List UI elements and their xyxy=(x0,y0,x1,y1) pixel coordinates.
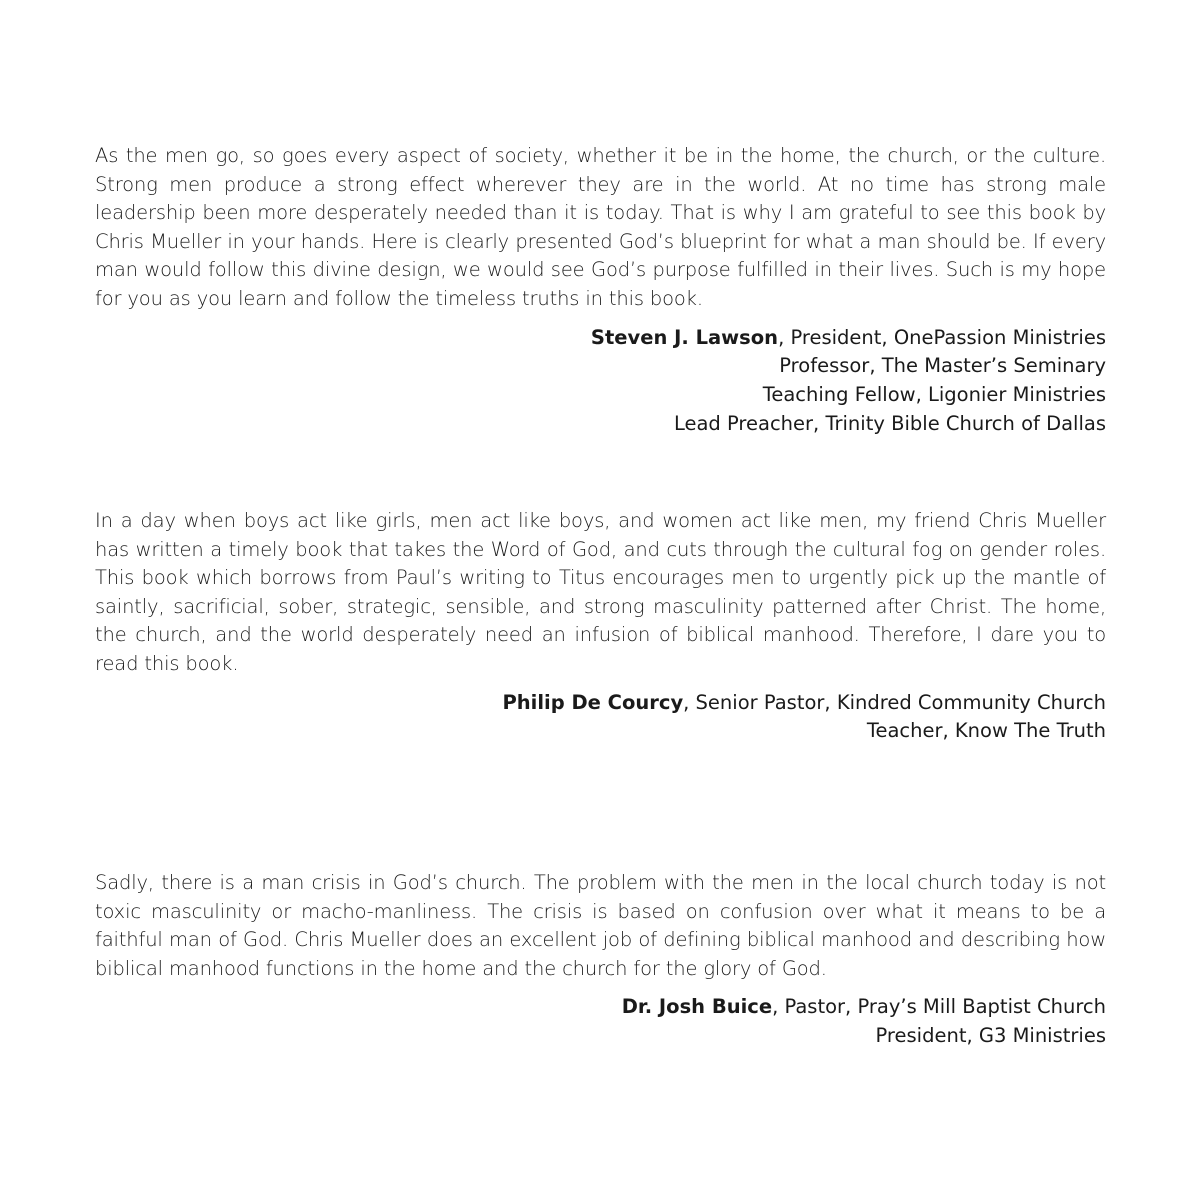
attribution-first-line xyxy=(95,993,1106,1022)
endorsement-quote: In a day when boys act like girls, men act like boys, and women act like men, my friend Chris Mueller has written a timely book that takes the Word of God, and cuts through the cultural fog on gender roles. This book which borrows from Paul’s writing to Titus encourages men to urgently pick up the mantle of saintly, sacrificial, sober, strategic, sensible, and strong masculinity patterned after Christ. The home, the church, and the world desperately need an infusion of biblical manhood. Therefore, I dare you to read this book. xyxy=(95,509,1106,675)
endorser-name: Dr. Josh Buice xyxy=(621,995,773,1019)
endorsement-attribution xyxy=(95,993,1106,1051)
endorser-role: , President, OnePassion Ministries xyxy=(778,325,1106,349)
endorsement-quote: Sadly, there is a man crisis in God’s church. The problem with the men in the local church today is not toxic masculinity or macho-manliness. The crisis is based on confusion over what it means to be a faithful man of God. Chris Mueller does an excellent job of defining biblical manhood and describing how biblical manhood functions in the home and the church for the glory of God. xyxy=(95,871,1106,980)
endorsement-attribution xyxy=(95,324,1106,439)
endorser-role-line: Teaching Fellow, Ligonier Ministries xyxy=(762,383,1106,407)
endorser-role-line: Teacher, Know The Truth xyxy=(866,719,1106,743)
endorser-role: , Pastor, Pray’s Mill Baptist Church xyxy=(772,995,1106,1019)
endorser-role-line: Professor, The Master’s Seminary xyxy=(779,354,1106,378)
endorsement-attribution xyxy=(95,689,1106,747)
endorser-name: Philip De Courcy xyxy=(502,690,684,714)
endorser-role: , Senior Pastor, Kindred Community Church xyxy=(683,690,1106,714)
endorsement-quote: As the men go, so goes every aspect of society, whether it be in the home, the church, or the culture. Strong men produce a strong effect wherever they are in the world. At no time has strong male leadership been more desperately needed than it is today. That is why I am grateful to see this book by Chris Mueller in your hands. Here is clearly presented God’s blueprint for what a man should be. If every man would follow this divine design, we would see God’s purpose fulfilled in their lives. Such is my hope for you as you learn and follow the timeless truths in this book. xyxy=(95,144,1106,310)
attribution-first-line xyxy=(95,324,1106,353)
endorser-role-line: Lead Preacher, Trinity Bible Church of Dallas xyxy=(673,411,1106,435)
endorser-role-line: President, G3 Ministries xyxy=(875,1024,1106,1048)
attribution-first-line xyxy=(95,689,1106,718)
endorsement-buice xyxy=(95,869,1106,1051)
endorsement-lawson xyxy=(95,142,1106,439)
endorsement-de-courcy xyxy=(95,507,1106,746)
endorser-name: Steven J. Lawson xyxy=(590,325,779,349)
